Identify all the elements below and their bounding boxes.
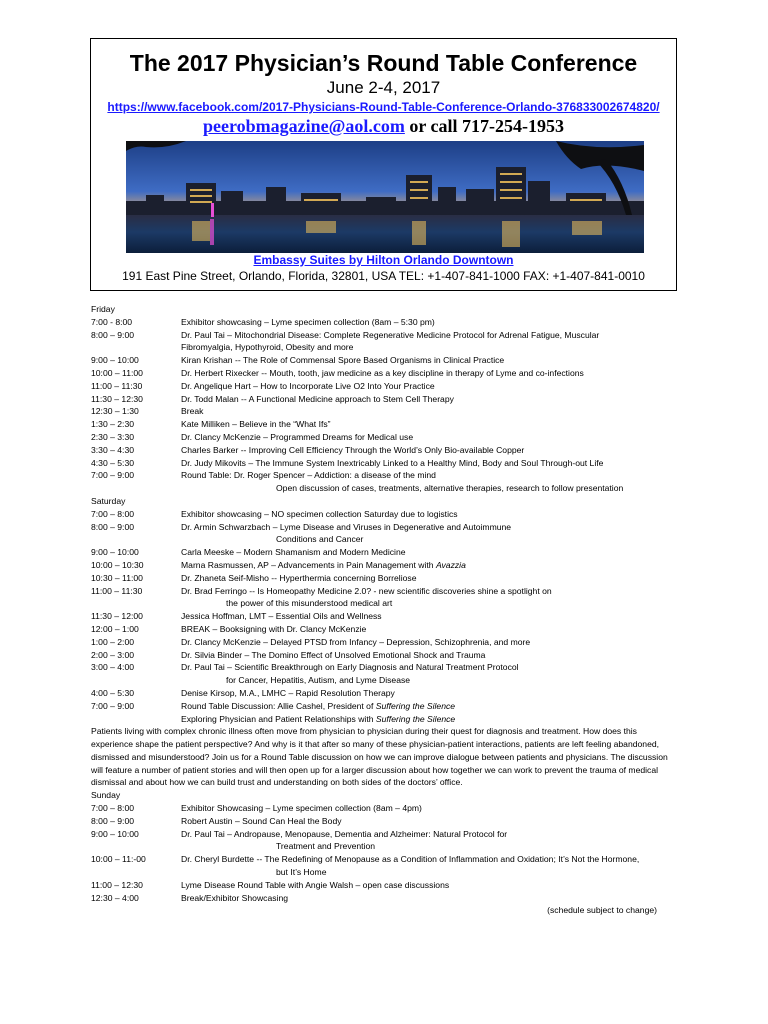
schedule-time: 1:00 – 2:00 bbox=[91, 636, 135, 647]
schedule-time: 9:00 – 10:00 bbox=[91, 828, 139, 839]
schedule-description-text: Lyme Disease Round Table with Angie Walsh – open case discussions bbox=[181, 879, 450, 890]
schedule-description-text: Jessica Hoffman, LMT – Essential Oils and Wellness bbox=[181, 611, 382, 622]
schedule-description bbox=[181, 661, 519, 674]
schedule-description bbox=[181, 431, 413, 444]
schedule-description-text: Dr. Herbert Rixecker -- Mouth, tooth, jaw medicine as a key discipline in therapy of Lyme and co-infections bbox=[181, 367, 584, 378]
schedule-description-text: Charles Barker -- Improving Cell Efficiency Through the World’s Only Bio-available Copper bbox=[181, 444, 525, 455]
schedule-description-text: Dr. Clancy McKenzie – Delayed PTSD from Infancy – Depression, Schizophrenia, and more bbox=[181, 636, 531, 647]
schedule-description bbox=[181, 585, 552, 598]
schedule-continuation: for Cancer, Hepatitis, Autism, and Lyme Disease bbox=[226, 675, 411, 686]
venue-link[interactable]: Embassy Suites by Hilton Orlando Downtown bbox=[253, 253, 514, 267]
schedule-time: 10:30 – 11:00 bbox=[91, 572, 143, 583]
schedule-row bbox=[91, 687, 691, 700]
schedule-description-text: Dr. Todd Malan -- A Functional Medicine approach to Stem Cell Therapy bbox=[181, 393, 454, 404]
schedule-description bbox=[181, 559, 466, 572]
schedule-row bbox=[91, 879, 691, 892]
phone-text: or call 717-254-1953 bbox=[404, 116, 565, 136]
schedule-time bbox=[91, 341, 181, 354]
schedule-row bbox=[91, 444, 691, 457]
facebook-link[interactable]: https://www.facebook.com/2017-Physicians-Round-Table-Conference-Orlando-376833002674820/ bbox=[107, 100, 660, 114]
schedule-row bbox=[91, 661, 691, 674]
schedule-description bbox=[181, 457, 603, 470]
schedule-description bbox=[181, 546, 406, 559]
schedule-row bbox=[91, 546, 691, 559]
schedule-description-text: Marna Rasmussen, AP – Advancements in Pain Management with bbox=[181, 559, 436, 570]
schedule-row bbox=[91, 828, 691, 841]
schedule-row bbox=[91, 469, 691, 482]
saturday-list-d bbox=[91, 687, 691, 713]
schedule-time: 9:00 – 10:00 bbox=[91, 355, 139, 366]
schedule-time: 3:30 – 4:30 bbox=[91, 444, 135, 455]
schedule-note: (schedule subject to change) bbox=[547, 905, 657, 916]
schedule-description bbox=[181, 405, 203, 418]
schedule-description-text: Kiran Krishan -- The Role of Commensal Spore Based Organisms in Clinical Practice bbox=[181, 355, 505, 366]
schedule-description bbox=[181, 341, 353, 354]
schedule-row bbox=[91, 405, 691, 418]
schedule-time: 7:00 – 9:00 bbox=[91, 700, 135, 711]
round-table-description: Patients living with complex chronic illness often move from physician to physician during their quest for diagnosis and treatment. How does this experience shape the patient perspective? And why is it that after so many of these physician-patient interactions, patients are left feeling abandoned, dismissed and misunderstood? Join us for a Round Table discussion on how we can improve dialogue between patients and physicians. The discussion will feature a number of patient stories and will then open up for a larger discussion about how together we can work to prevent the trauma of medical dismissal and about how we can build trust and understanding on both sides of the doctors’ office. bbox=[91, 726, 668, 788]
schedule-description-text: Dr. Paul Tai – Scientific Breakthrough on Early Diagnosis and Natural Treatment Protocol bbox=[181, 662, 519, 673]
schedule-row bbox=[91, 853, 691, 866]
schedule-time: 3:00 – 4:00 bbox=[91, 662, 135, 673]
schedule-row bbox=[91, 316, 691, 329]
schedule-row bbox=[91, 802, 691, 815]
schedule-description-text: Kate Milliken – Believe in the “What Ifs” bbox=[181, 419, 331, 430]
schedule-row bbox=[91, 431, 691, 444]
schedule-description-text: Dr. Paul Tai – Mitochondrial Disease: Complete Regenerative Medicine Protocol for Adrenal Fatigue, Muscular bbox=[181, 329, 600, 340]
schedule-continuation: but It’s Home bbox=[276, 867, 327, 878]
schedule-description-text: Round Table Discussion: Allie Cashel, President of bbox=[181, 700, 376, 711]
schedule-description-text: Dr. Paul Tai – Andropause, Menopause, Dementia and Alzheimer: Natural Protocol for bbox=[181, 828, 508, 839]
schedule-description bbox=[181, 418, 331, 431]
continuation-emphasis: Suffering the Silence bbox=[375, 713, 456, 724]
schedule-description-text: Exhibitor showcasing – Lyme specimen collection (8am – 5:30 pm) bbox=[181, 316, 435, 327]
schedule-row bbox=[91, 815, 691, 828]
schedule-description bbox=[181, 649, 485, 662]
schedule-emphasis: Suffering the Silence bbox=[375, 700, 456, 711]
schedule-row bbox=[91, 341, 691, 354]
schedule-description bbox=[181, 354, 504, 367]
schedule-description bbox=[181, 815, 342, 828]
schedule-row bbox=[91, 457, 691, 470]
schedule-emphasis: Avazzia bbox=[435, 559, 466, 570]
schedule-continuation: Open discussion of cases, treatments, alternative therapies, research to follow presentation bbox=[276, 483, 624, 494]
schedule-time: 10:00 – 11:-00 bbox=[91, 854, 146, 865]
schedule-time: 12:00 – 1:00 bbox=[91, 623, 139, 634]
schedule-time: 11:30 – 12:00 bbox=[91, 611, 143, 622]
schedule-time: 8:00 – 9:00 bbox=[91, 329, 135, 340]
schedule-time: 7:00 – 8:00 bbox=[91, 803, 135, 814]
schedule-description bbox=[181, 367, 584, 380]
schedule-row bbox=[91, 623, 691, 636]
saturday-list-b bbox=[91, 546, 691, 597]
schedule-time: 12:30 – 4:00 bbox=[91, 892, 139, 903]
schedule-row bbox=[91, 354, 691, 367]
schedule-description-text: Robert Austin – Sound Can Heal the Body bbox=[181, 815, 342, 826]
schedule-description-text: Dr. Brad Ferringo -- Is Homeopathy Medicine 2.0? - new scientific discoveries shine a spotlight on bbox=[181, 585, 552, 596]
schedule-description bbox=[181, 521, 511, 534]
schedule-description-text: Round Table: Dr. Roger Spencer – Addiction: a disease of the mind bbox=[181, 470, 436, 481]
schedule-row bbox=[91, 610, 691, 623]
saturday-list-c bbox=[91, 610, 691, 674]
schedule-description bbox=[181, 444, 524, 457]
schedule-description bbox=[181, 393, 454, 406]
schedule-description bbox=[181, 380, 435, 393]
schedule-description-text: Break/Exhibitor Showcasing bbox=[181, 892, 288, 903]
schedule-row bbox=[91, 892, 691, 905]
schedule-continuation: Conditions and Cancer bbox=[276, 534, 364, 545]
conference-title: The 2017 Physician’s Round Table Conference bbox=[129, 50, 638, 76]
schedule-description bbox=[181, 892, 288, 905]
schedule-description-text: BREAK – Booksigning with Dr. Clancy McKenzie bbox=[181, 623, 367, 634]
schedule-description-text: Dr. Silvia Binder – The Domino Effect of Unsolved Emotional Shock and Trauma bbox=[181, 649, 486, 660]
schedule-description-text: Break bbox=[181, 406, 204, 417]
conference-schedule bbox=[91, 303, 691, 917]
venue-address: 191 East Pine Street, Orlando, Florida, 32801, USA TEL: +1-407-841-1000 FAX: +1-407-841-0010 bbox=[122, 269, 645, 283]
schedule-time: 1:30 – 2:30 bbox=[91, 419, 135, 430]
schedule-description bbox=[181, 610, 382, 623]
schedule-description bbox=[181, 700, 455, 713]
schedule-description-text: Dr. Armin Schwarzbach – Lyme Disease and Viruses in Degenerative and Autoimmune bbox=[181, 521, 512, 532]
schedule-description bbox=[181, 828, 507, 841]
schedule-description-text: Exhibitor showcasing – NO specimen collection Saturday due to logistics bbox=[181, 508, 458, 519]
schedule-description-text: Dr. Judy Mikovits – The Immune System Inextricably Linked to a Healthy Mind, Body and Soul Through-out Life bbox=[181, 457, 604, 468]
continuation-text: Exploring Physician and Patient Relationships with bbox=[181, 713, 376, 724]
schedule-row bbox=[91, 636, 691, 649]
schedule-description-text: Exhibitor Showcasing – Lyme specimen collection (8am – 4pm) bbox=[181, 803, 422, 814]
schedule-time: 7:00 – 8:00 bbox=[91, 508, 135, 519]
schedule-description bbox=[181, 316, 435, 329]
schedule-description-text: Dr. Clancy McKenzie – Programmed Dreams for Medical use bbox=[181, 431, 414, 442]
schedule-description-text: Fibromyalgia, Hypothyroid, Obesity and more bbox=[181, 342, 354, 353]
saturday-list-a bbox=[91, 508, 691, 534]
schedule-description bbox=[181, 802, 422, 815]
schedule-row bbox=[91, 700, 691, 713]
schedule-time: 11:00 – 11:30 bbox=[91, 380, 143, 391]
schedule-time: 8:00 – 9:00 bbox=[91, 521, 135, 532]
schedule-time: 11:00 – 11:30 bbox=[91, 585, 143, 596]
schedule-continuation: the power of this misunderstood medical art bbox=[226, 598, 393, 609]
schedule-description bbox=[181, 508, 458, 521]
schedule-time: 4:30 – 5:30 bbox=[91, 457, 135, 468]
schedule-row bbox=[91, 559, 691, 572]
schedule-description-text: Carla Meeske – Modern Shamanism and Modern Medicine bbox=[181, 547, 406, 558]
schedule-time: 11:30 – 12:30 bbox=[91, 393, 143, 404]
schedule-time: 2:30 – 3:30 bbox=[91, 431, 135, 442]
schedule-description-text: Dr. Angelique Hart – How to Incorporate Live O2 Into Your Practice bbox=[181, 380, 435, 391]
schedule-time: 9:00 – 10:00 bbox=[91, 547, 139, 558]
day-label-sunday: Sunday bbox=[91, 790, 121, 801]
schedule-row bbox=[91, 367, 691, 380]
conference-dates: June 2-4, 2017 bbox=[326, 78, 441, 97]
schedule-time: 7:00 – 9:00 bbox=[91, 470, 135, 481]
schedule-time: 7:00 - 8:00 bbox=[91, 316, 133, 327]
schedule-continuation bbox=[91, 713, 691, 726]
schedule-description-text: Dr. Cheryl Burdette -- The Redefining of Menopause as a Condition of Inflammation and Oxidation; It’s Not the Hormone, bbox=[181, 854, 640, 865]
schedule-time: 11:00 – 12:30 bbox=[91, 879, 143, 890]
day-label-friday: Friday bbox=[91, 304, 115, 314]
schedule-continuation: Treatment and Prevention bbox=[276, 841, 376, 852]
schedule-row bbox=[91, 329, 691, 342]
schedule-row bbox=[91, 418, 691, 431]
friday-list bbox=[91, 316, 691, 482]
schedule-time: 2:00 – 3:00 bbox=[91, 649, 135, 660]
schedule-row bbox=[91, 585, 691, 598]
schedule-description bbox=[181, 687, 395, 700]
schedule-description bbox=[181, 879, 449, 892]
sunday-list-b bbox=[91, 853, 691, 866]
schedule-description bbox=[181, 623, 366, 636]
schedule-time: 10:00 – 10:30 bbox=[91, 559, 144, 570]
schedule-time: 8:00 – 9:00 bbox=[91, 815, 135, 826]
schedule-row bbox=[91, 393, 691, 406]
schedule-time: 4:00 – 5:30 bbox=[91, 687, 135, 698]
schedule-description bbox=[181, 469, 436, 482]
schedule-row bbox=[91, 380, 691, 393]
schedule-row bbox=[91, 649, 691, 662]
schedule-time: 12:30 – 1:30 bbox=[91, 406, 139, 417]
schedule-description bbox=[181, 853, 639, 866]
schedule-description bbox=[181, 329, 599, 342]
schedule-row bbox=[91, 572, 691, 585]
schedule-time: 10:00 – 11:00 bbox=[91, 367, 143, 378]
sunday-list-c bbox=[91, 879, 691, 905]
schedule-description bbox=[181, 636, 530, 649]
schedule-row bbox=[91, 521, 691, 534]
contact-line bbox=[91, 115, 676, 137]
skyline-image bbox=[126, 141, 644, 253]
schedule-description-text: Dr. Zhaneta Seif-Misho -- Hyperthermia concerning Borreliose bbox=[181, 572, 417, 583]
day-label-saturday: Saturday bbox=[91, 495, 126, 506]
conference-header-box bbox=[90, 38, 677, 291]
email-link[interactable]: peerobmagazine@aol.com bbox=[202, 116, 405, 136]
schedule-row bbox=[91, 508, 691, 521]
schedule-description bbox=[181, 572, 416, 585]
orlando-skyline-photo bbox=[126, 141, 644, 253]
schedule-description-text: Denise Kirsop, M.A., LMHC – Rapid Resolution Therapy bbox=[181, 687, 395, 698]
sunday-list-a bbox=[91, 802, 691, 840]
